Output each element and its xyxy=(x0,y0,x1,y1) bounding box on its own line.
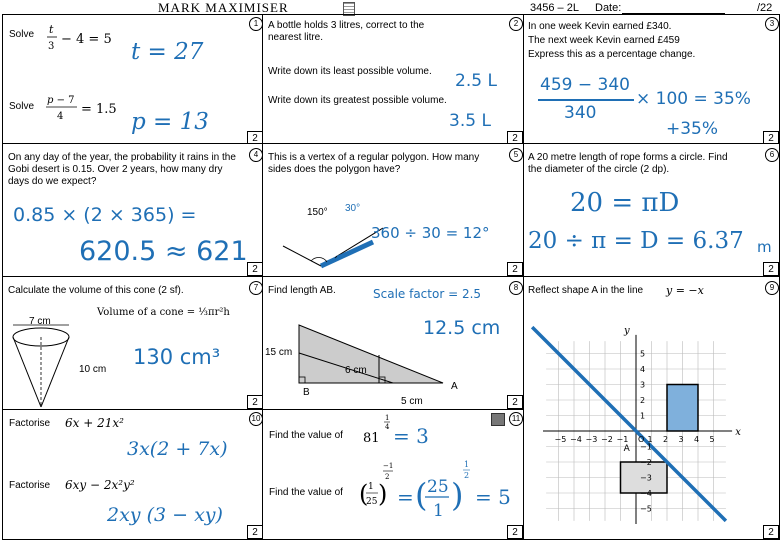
y-tick-label: −3 xyxy=(640,473,652,483)
x-tick-label: −4 xyxy=(570,435,582,444)
svg-text:25: 25 xyxy=(427,477,449,497)
answer: 360 ÷ 30 = 12° xyxy=(371,224,490,242)
x-tick-label: 1 xyxy=(647,435,653,444)
question-6 xyxy=(523,143,780,277)
expression-1: 6x + 21x² xyxy=(65,416,124,430)
question-text: Reflect shape A in the line xyxy=(528,285,644,296)
side-5-label: 5 cm xyxy=(401,396,423,407)
fraction-numerator: 459 − 340 xyxy=(540,75,630,95)
question-11 xyxy=(262,409,524,540)
marks-box: 2 xyxy=(247,262,263,276)
svg-text:1: 1 xyxy=(464,460,470,469)
question-number: 7 xyxy=(249,281,263,295)
svg-text:4: 4 xyxy=(385,423,390,431)
svg-text:1: 1 xyxy=(433,501,444,521)
find-value-label-2: Find the value of xyxy=(269,487,343,498)
y-tick-label: 2 xyxy=(640,396,646,405)
question-number: 4 xyxy=(249,148,263,162)
reflected-shape xyxy=(667,385,698,432)
y-tick-label: 5 xyxy=(640,349,646,359)
svg-text:p − 7: p − 7 xyxy=(47,95,75,106)
question-text: Calculate the volume of this cone (2 sf). xyxy=(8,285,184,296)
cone-diagram xyxy=(7,323,77,410)
fraction-bar xyxy=(538,99,634,101)
x-tick-label: 3 xyxy=(678,435,684,444)
question-number: 3 xyxy=(765,17,779,31)
svg-text:= 5: = 5 xyxy=(475,485,511,509)
question-text: A bottle holds 3 litres, correct to the nearest litre. xyxy=(268,20,425,43)
y-tick-label: −1 xyxy=(640,442,652,452)
question-text-2: The next week Kevin earned £459 xyxy=(528,35,680,46)
radius-label: 7 cm xyxy=(29,316,51,327)
question-7 xyxy=(2,276,263,410)
question-4 xyxy=(2,143,263,277)
question-text: This is a vertex of a regular polygon. How many sides does the polygon have? xyxy=(268,152,480,175)
interior-angle-label: 150° xyxy=(307,207,328,218)
shape-a-label: A xyxy=(623,444,630,455)
question-number: 1 xyxy=(249,17,263,31)
marks-box: 2 xyxy=(507,131,523,144)
sheet-code: 3456 – 2L xyxy=(530,2,579,14)
page-title: MARK MAXIMISER xyxy=(158,0,289,15)
y-tick-label: −2 xyxy=(640,458,652,467)
question-number: 10 xyxy=(249,412,263,426)
y-tick-label: 1 xyxy=(640,411,646,421)
total-marks: /22 xyxy=(757,2,773,14)
triangle-diagram xyxy=(293,323,453,391)
factorise-label-2: Factorise xyxy=(9,480,51,491)
marks-box: 2 xyxy=(507,525,523,539)
svg-text:− 4 = 5: − 4 = 5 xyxy=(61,32,112,47)
answer-2: 2xy (3 − xy) xyxy=(107,504,223,526)
question-number: 6 xyxy=(765,148,779,162)
question-number: 11 xyxy=(509,412,523,426)
marks-box: 2 xyxy=(507,395,523,409)
marks-box: 2 xyxy=(247,525,263,539)
svg-text:(: ( xyxy=(415,476,428,514)
greatest-prompt: Write down its greatest possible volume. xyxy=(268,95,447,106)
marks-box: 2 xyxy=(507,262,523,276)
unit-label: m xyxy=(757,238,772,256)
answer: 130 cm³ xyxy=(133,345,221,369)
question-8 xyxy=(262,276,524,410)
expression-2: 6xy − 2x²y² xyxy=(65,478,135,492)
date-label: Date: xyxy=(595,2,622,14)
question-number: 2 xyxy=(509,17,523,31)
question-9 xyxy=(523,276,780,540)
question-text-1: In one week Kevin earned £340. xyxy=(528,21,672,32)
solve-label-2: Solve xyxy=(9,101,35,112)
expression-2 xyxy=(359,456,524,522)
question-text: A 20 metre length of rope forms a circle. Find the diameter of the circle (2 dp). xyxy=(528,152,728,175)
answer-2: p = 13 xyxy=(131,109,209,135)
mirror-line-equation: y = −x xyxy=(666,284,704,297)
question-number: 5 xyxy=(509,148,523,162)
x-tick-label: 5 xyxy=(709,435,715,444)
svg-text:1: 1 xyxy=(385,414,390,422)
question-text: On any day of the year, the probability it rains in the Gobi desert is 0.15. Over 2 years, how many dry days do we expect? xyxy=(8,152,236,187)
svg-text:3: 3 xyxy=(48,41,55,52)
question-1 xyxy=(2,14,263,144)
answer: 12.5 cm xyxy=(423,317,501,339)
x-tick-label: −5 xyxy=(554,435,567,444)
question-text: Find length AB. xyxy=(268,285,336,296)
question-number: 8 xyxy=(509,281,523,295)
question-text-3: Express this as a percentage change. xyxy=(528,49,696,60)
greatest-answer: 3.5 L xyxy=(449,111,491,131)
y-tick-label: −4 xyxy=(640,489,652,498)
answer-1: 3x(2 + 7x) xyxy=(127,438,228,460)
exterior-angle-label: 30° xyxy=(345,203,361,214)
marks-box: 2 xyxy=(763,262,779,276)
svg-text:2: 2 xyxy=(385,473,390,481)
least-answer: 2.5 L xyxy=(455,71,497,91)
working: 0.85 × (2 × 365) = xyxy=(13,204,197,226)
x-tick-label: −3 xyxy=(585,435,598,444)
marks-box: 2 xyxy=(763,131,779,144)
side-6-label: 6 cm xyxy=(345,365,367,376)
svg-text:4: 4 xyxy=(57,111,64,122)
svg-text:=: = xyxy=(397,485,414,509)
answer-1: = 3 xyxy=(393,424,429,448)
percent-calculation: × 100 = 35% xyxy=(636,89,751,109)
scale-factor: Scale factor = 2.5 xyxy=(373,287,482,301)
question-10 xyxy=(2,409,263,540)
svg-text:2: 2 xyxy=(464,471,470,480)
answer-1: t = 27 xyxy=(131,39,204,65)
height-label: 10 cm xyxy=(79,364,107,375)
x-tick-label: O xyxy=(638,435,645,444)
question-3 xyxy=(523,14,780,144)
no-calculator-icon xyxy=(491,413,505,426)
question-number: 9 xyxy=(765,281,779,295)
fraction-denominator: 340 xyxy=(564,103,597,123)
percent-answer: +35% xyxy=(666,119,719,139)
question-2 xyxy=(262,14,524,144)
question-5 xyxy=(262,143,524,277)
point-b-label: B xyxy=(303,387,310,398)
svg-text:25: 25 xyxy=(366,497,378,507)
svg-text:81: 81 xyxy=(363,431,380,446)
x-tick-label: −1 xyxy=(616,435,629,444)
point-a-label: A xyxy=(451,381,458,392)
svg-text:): ) xyxy=(378,480,388,508)
factorise-label-1: Factorise xyxy=(9,418,51,429)
equation-2 xyxy=(45,91,125,127)
x-tick-label: 2 xyxy=(663,435,669,444)
answer: 620.5 ≈ 621 xyxy=(79,236,248,267)
y-tick-label: −5 xyxy=(640,504,652,514)
coordinate-grid xyxy=(524,277,780,540)
svg-text:t: t xyxy=(49,23,54,36)
least-prompt: Write down its least possible volume. xyxy=(268,66,432,77)
marks-box: 2 xyxy=(763,525,779,539)
x-tick-label: 4 xyxy=(694,435,700,444)
x-axis-label: x xyxy=(735,427,741,438)
equation-1 xyxy=(45,21,125,55)
svg-text:1: 1 xyxy=(368,482,374,492)
svg-text:= 1.5: = 1.5 xyxy=(81,102,117,117)
solve-label: Solve xyxy=(9,29,35,40)
marks-box: 2 xyxy=(247,395,263,409)
equation-answer: 20 = πD xyxy=(570,188,680,218)
side-15-label: 15 cm xyxy=(265,347,293,358)
diameter-answer: 20 ÷ π = D = 6.37 xyxy=(528,228,744,254)
svg-text:−1: −1 xyxy=(383,462,394,470)
marks-box: 2 xyxy=(247,131,263,144)
y-tick-label: 4 xyxy=(640,365,646,374)
x-tick-label: −2 xyxy=(601,435,613,444)
cone-formula: Volume of a cone = ⅓πr²h xyxy=(97,307,230,318)
svg-text:(: ( xyxy=(359,480,369,508)
find-value-label-1: Find the value of xyxy=(269,430,343,441)
y-axis-label: y xyxy=(624,325,630,337)
y-tick-label: 3 xyxy=(640,380,646,390)
svg-text:): ) xyxy=(451,476,464,514)
